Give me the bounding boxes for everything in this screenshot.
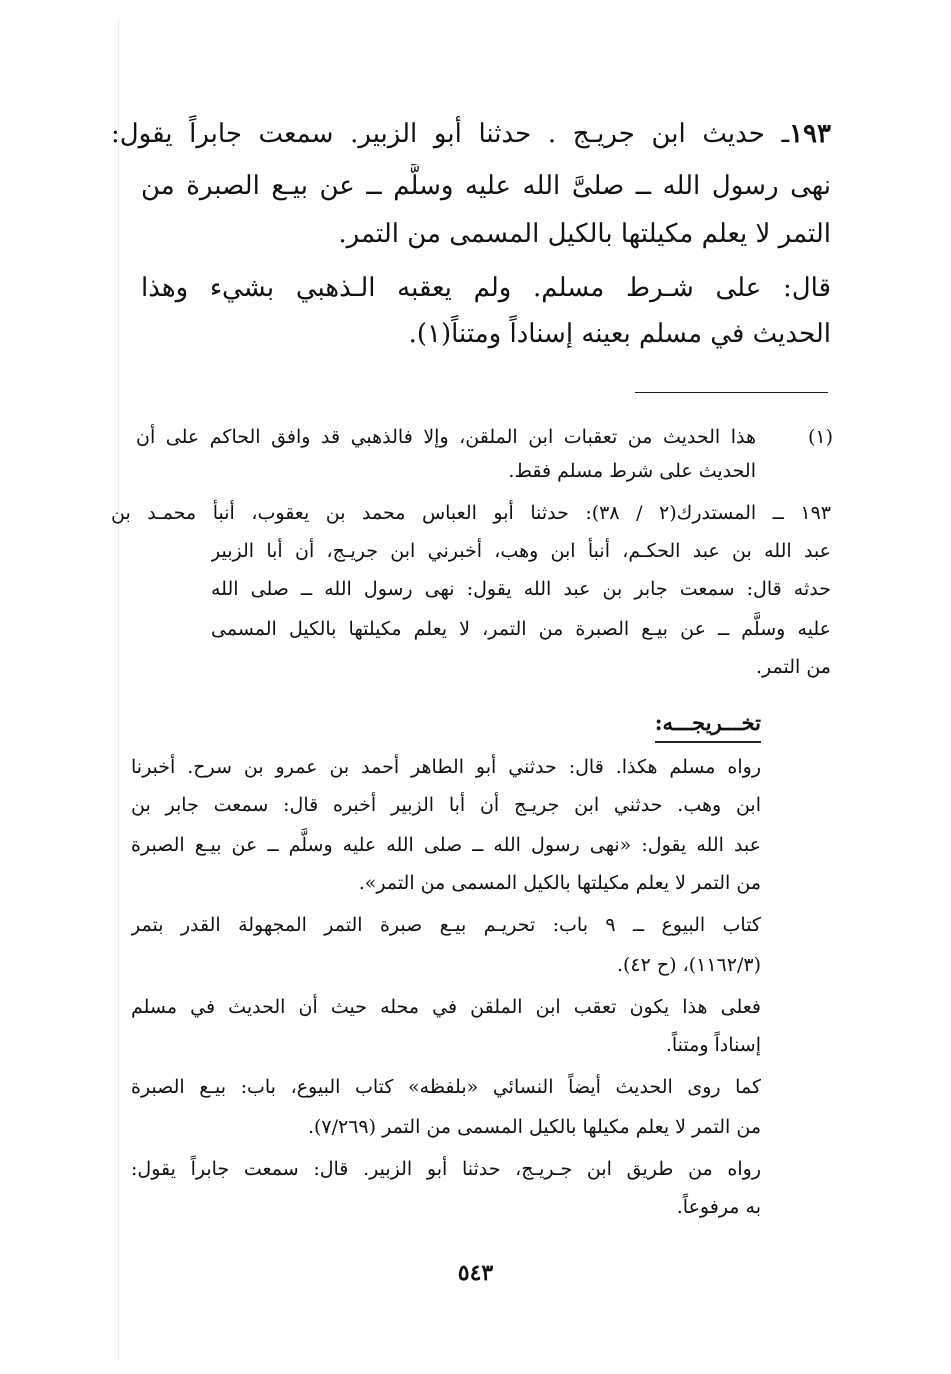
takhrij-line: من التمر لا يعلم مكيلها بالكيل المسمى من التمر (٧/٢٦٩). bbox=[307, 1116, 761, 1138]
main-line: التمر لا يعلم مكيلتها بالكيل المسمى من التمر. bbox=[338, 219, 831, 249]
main-line: قال: على شـرط مسلم. ولم يعقبه الـذهبي بشيء وهذا bbox=[141, 273, 831, 303]
source-line: عليه وسلَّم ــ عن بيـع الصبرة من التمر، لا يعلم مكيلتها بالكيل المسمى bbox=[211, 618, 831, 640]
margin-guide bbox=[118, 20, 119, 1360]
takhrij-line: ابن وهب. حدثني ابن جريـج أن أبا الزبير أخبره قال: سمعت جابر بن bbox=[131, 794, 761, 816]
takhrij-line: كتاب البيوع ــ ٩ باب: تحريـم بيـع صبرة التمر المجهولة القدر بتمر bbox=[131, 914, 761, 936]
source-line: عبد الله بن عبد الحكـم، أنبأ ابن وهب، أخبرني ابن جريـج، أن أبا الزبير bbox=[211, 540, 831, 562]
footnote-line: الحديث على شرط مسلم فقط. bbox=[508, 460, 756, 482]
page-number: ٥٤٣ bbox=[457, 1260, 494, 1286]
takhrij-line: رواه مسلم هكذا. قال: حدثني أبو الطاهر أحمد بن عمرو بن سرح. أخبرنا bbox=[131, 756, 761, 778]
takhrij-line: عبد الله يقول: «نهى رسول الله ــ صلى الله عليه وسلَّم ــ عن بيـع الصبرة bbox=[131, 834, 761, 856]
hadith-number: ١٩٣ bbox=[789, 119, 831, 149]
takhrij-heading: تخـــريجـــه: bbox=[655, 705, 761, 743]
takhrij-line: كما روى الحديث أيضاً النسائي «بلفظه» كتاب البيوع، باب: بيـع الصبرة bbox=[131, 1076, 761, 1098]
takhrij-line: رواه من طريق ابن جـريـج، حدثنا أبو الزبير. قال: سمعت جابراً يقول: bbox=[131, 1158, 761, 1180]
footnote-line: هذا الحديث من تعقبات ابن الملقن، وإلا فالذهبي قد وافق الحاكم على أن bbox=[136, 426, 756, 448]
takhrij-line: فعلى هذا يكون تعقب ابن الملقن في محله حيث أن الحديث في مسلم bbox=[131, 996, 761, 1018]
takhrij-line: إسناداً ومتناً. bbox=[665, 1034, 761, 1056]
takhrij-line: (١١٦٢/٣)، (ح ٤٢). bbox=[616, 954, 761, 976]
main-line: نهى رسول الله ــ صلىَّ الله عليه وسلَّم ــ عن بيـع الصبرة من bbox=[141, 171, 831, 201]
footnote-marker: (١) bbox=[807, 426, 833, 448]
source-line: ١٩٣ ــ المستدرك(٢ / ٣٨): حدثنا أبو العباس محمد بن يعقوب، أنبأ محمـد بن bbox=[111, 502, 831, 524]
main-line: ١٩٣ـ حديث ابن جريـج . حدثنا أبو الزبير. سمعت جابراً يقول: bbox=[111, 119, 831, 149]
main-line: الحديث في مسلم بعينه إسناداً ومتناً(١). bbox=[408, 319, 831, 349]
source-line: من التمر. bbox=[756, 656, 831, 678]
footnote-separator bbox=[635, 392, 828, 393]
source-line: حدثه قال: سمعت جابر بن عبد الله يقول: نهى رسول الله ــ صلى الله bbox=[211, 578, 831, 600]
takhrij-line: من التمر لا يعلم مكيلتها بالكيل المسمى من التمر». bbox=[358, 872, 761, 894]
takhrij-line: به مرفوعاً. bbox=[676, 1196, 761, 1218]
